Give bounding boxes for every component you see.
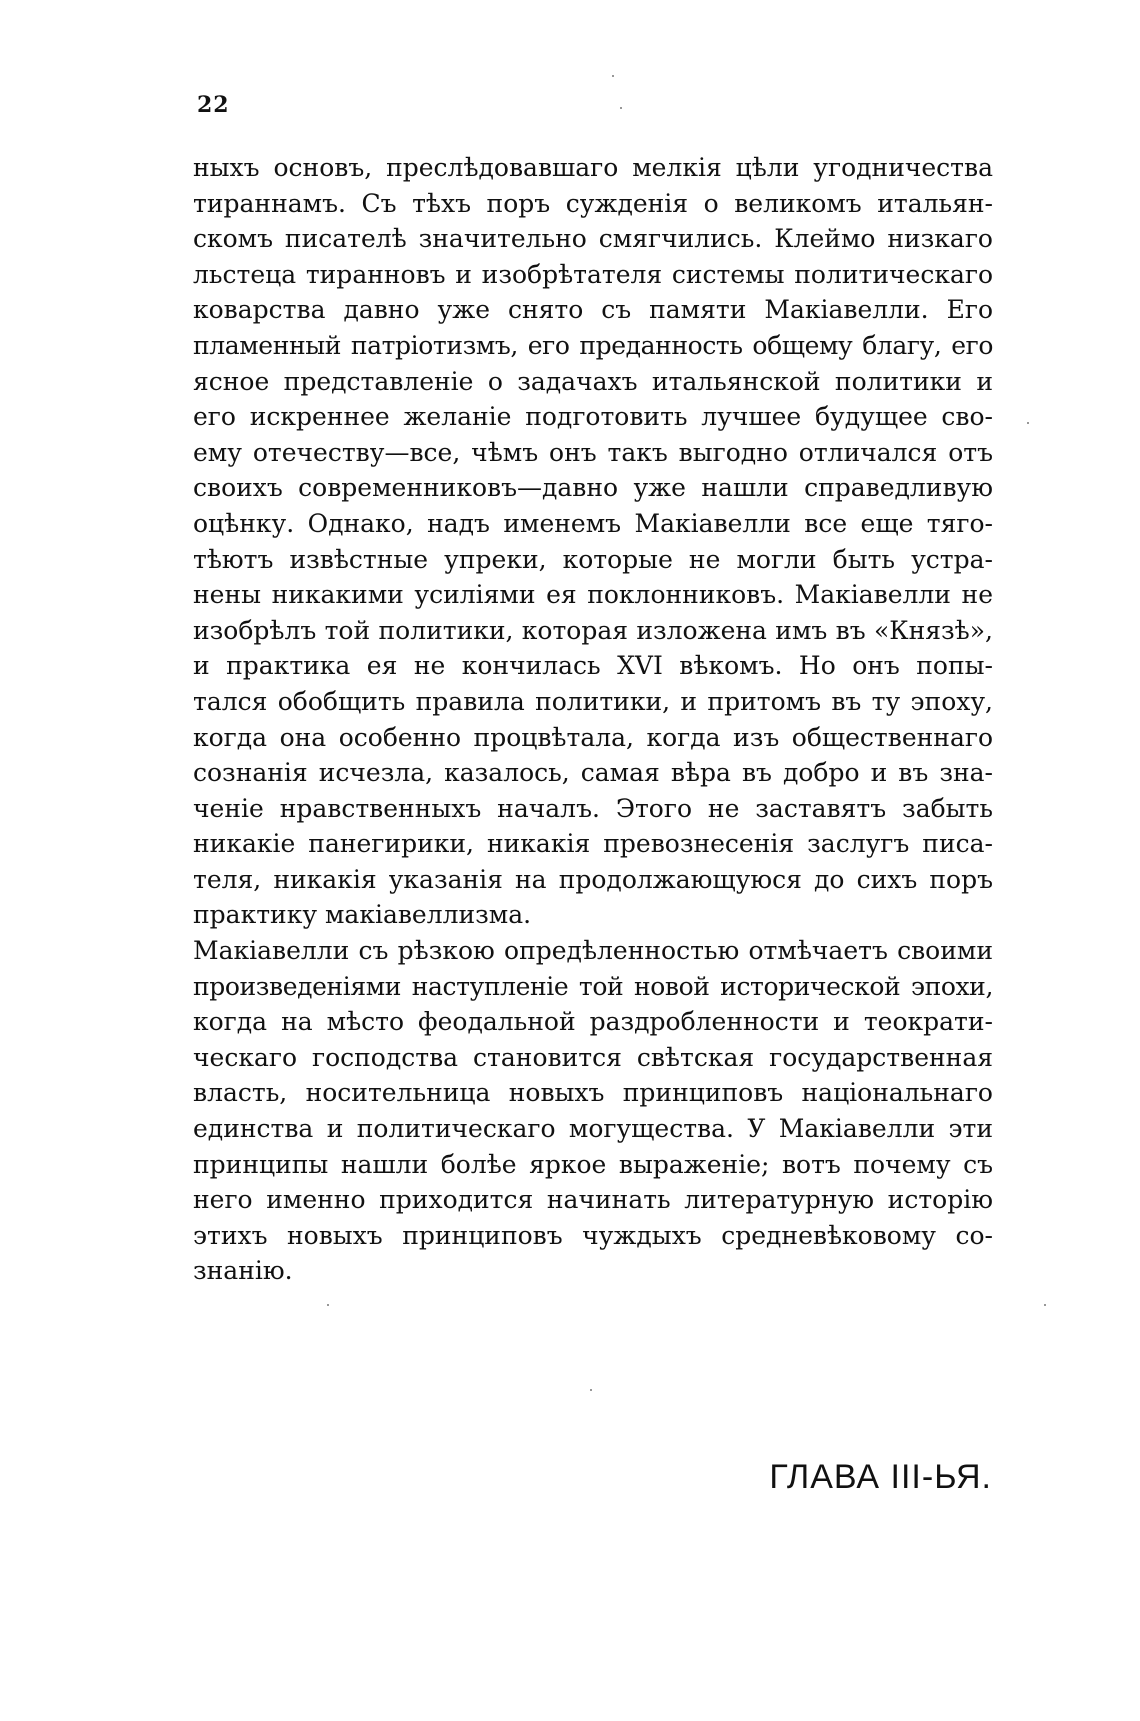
text-line: единства и политическаго могущества. У Макіавелли эти bbox=[193, 1114, 993, 1144]
text-line: теля, никакія указанія на продолжающуюся до сихъ поръ bbox=[193, 864, 993, 894]
text-line: власть, носительница новыхъ принциповъ національнаго bbox=[193, 1078, 993, 1108]
text-line: изобрѣлъ той политики, которая изложена имъ въ «Князѣ», bbox=[193, 615, 993, 645]
body-text bbox=[193, 150, 993, 1289]
text-line: ченіе нравственныхъ началъ. Этого не заставятъ забыть bbox=[193, 793, 993, 823]
text-line: своихъ современниковъ—давно уже нашли справедливую bbox=[193, 473, 993, 503]
text-line: коварства давно уже снято съ памяти Макіавелли. Его bbox=[193, 295, 993, 325]
text-line: когда она особенно процвѣтала, когда изъ общественнаго bbox=[193, 722, 993, 752]
text-line: когда на мѣсто феодальной раздробленности и теократи- bbox=[193, 1007, 993, 1037]
text-line: ческаго господства становится свѣтская государственная bbox=[193, 1042, 993, 1072]
scan-speck bbox=[327, 1304, 329, 1306]
text-line: него именно приходится начинать литературную исторію bbox=[193, 1185, 993, 1215]
text-line: скомъ писателѣ значительно смягчились. Клеймо низкаго bbox=[193, 224, 993, 254]
text-line: принципы нашли болѣе яркое выраженіе; вотъ почему съ bbox=[193, 1149, 993, 1179]
text-line: ему отечеству—все, чѣмъ онъ такъ выгодно отличался отъ bbox=[193, 437, 993, 467]
text-line: ныхъ основъ, преслѣдовавшаго мелкія цѣли угодничества bbox=[193, 153, 993, 182]
text-line: Макіавелли съ рѣзкою опредѣленностью отмѣчаетъ своими bbox=[193, 936, 993, 966]
text-line: нены никакими усиліями ея поклонниковъ. Макіавелли не bbox=[193, 580, 993, 610]
text-line: льстеца тиранновъ и изобрѣтателя системы политическаго bbox=[193, 259, 993, 289]
paragraph-end-line: знанію. bbox=[193, 1256, 293, 1286]
page-number: 22 bbox=[197, 92, 230, 118]
text-line: сознанія исчезла, казалось, самая вѣра въ добро и въ зна- bbox=[193, 758, 993, 788]
scan-speck bbox=[590, 1389, 592, 1391]
text-line: тался обобщить правила политики, и притомъ въ ту эпоху, bbox=[193, 686, 993, 716]
text-line: его искреннее желаніе подготовить лучшее будущее сво- bbox=[193, 402, 993, 432]
text-line: тираннамъ. Съ тѣхъ поръ сужденія о великомъ итальян- bbox=[193, 188, 993, 218]
paragraph-end-line: практику макіавеллизма. bbox=[193, 900, 532, 930]
text-line: и практика ея не кончилась XVI вѣкомъ. Но онъ попы- bbox=[193, 651, 993, 681]
scan-speck bbox=[620, 107, 622, 109]
text-line: никакіе панегирики, никакія превознесенія заслугъ писа- bbox=[193, 829, 993, 859]
text-line: тѣютъ извѣстные упреки, которые не могли быть устра- bbox=[193, 544, 993, 574]
text-line: пламенный патріотизмъ, его преданность общему благу, его bbox=[193, 330, 993, 360]
scan-speck bbox=[1044, 1304, 1046, 1306]
scan-speck bbox=[612, 75, 614, 77]
text-line: оцѣнку. Однако, надъ именемъ Макіавелли все еще тяго- bbox=[193, 508, 993, 538]
text-line: этихъ новыхъ принциповъ чуждыхъ средневѣковому со- bbox=[193, 1220, 993, 1250]
text-line: ясное представленіе о задачахъ итальянской политики и bbox=[193, 366, 993, 396]
chapter-heading: ГЛАВА III-ЬЯ. bbox=[769, 1458, 992, 1496]
scan-speck bbox=[1027, 422, 1029, 424]
text-line: произведеніями наступленіе той новой исторической эпохи, bbox=[193, 971, 993, 1001]
